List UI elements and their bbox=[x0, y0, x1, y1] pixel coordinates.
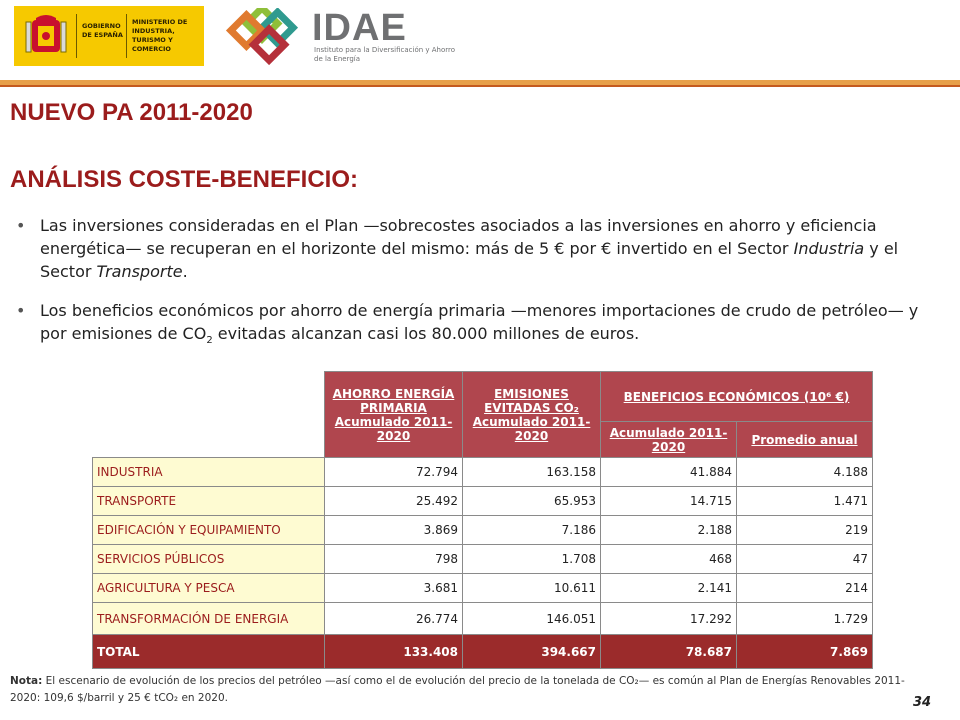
cell-ahorro: 3.681 bbox=[325, 574, 463, 603]
gobierno-espana-logo bbox=[14, 6, 204, 66]
row-label: TOTAL bbox=[93, 635, 325, 669]
bullet-text: Las inversiones consideradas en el Plan —sobrecostes asociados a las inversiones en ahorro y eficiencia energética— se recuperan en el horizonte del mismo: más de 5 € por € invertido en el Sector bbox=[40, 216, 877, 258]
bullet-text: Los beneficios económicos por ahorro de energía primaria —menores importaciones de crudo de petróleo— y por emisiones de CO bbox=[40, 301, 919, 343]
cell-promedio: 214 bbox=[737, 574, 873, 603]
cell-promedio: 7.869 bbox=[737, 635, 873, 669]
table-row bbox=[93, 545, 873, 574]
footnote bbox=[10, 673, 920, 707]
bullet-list bbox=[14, 214, 934, 352]
cell-promedio: 219 bbox=[737, 516, 873, 545]
row-label: SERVICIOS PÚBLICOS bbox=[93, 545, 325, 574]
page-number: 34 bbox=[913, 695, 932, 710]
cell-ahorro: 798 bbox=[325, 545, 463, 574]
cell-emisiones: 163.158 bbox=[463, 458, 601, 487]
logo-divider bbox=[126, 14, 127, 58]
cell-promedio: 47 bbox=[737, 545, 873, 574]
bullet-item bbox=[14, 299, 934, 352]
cell-promedio: 1.729 bbox=[737, 603, 873, 635]
cell-acumulado: 2.188 bbox=[601, 516, 737, 545]
row-label: TRANSPORTE bbox=[93, 487, 325, 516]
coat-of-arms-icon bbox=[22, 12, 70, 60]
header-band-accent bbox=[0, 85, 960, 87]
cell-acumulado: 78.687 bbox=[601, 635, 737, 669]
table-row bbox=[93, 603, 873, 635]
col-header-beneficios: BENEFICIOS ECONÓMICOS (10⁶ €) bbox=[601, 372, 873, 422]
table-row bbox=[93, 458, 873, 487]
bullet-text: evitadas alcanzan casi los 80.000 millones de euros. bbox=[212, 324, 640, 343]
col-header-promedio: Promedio anual bbox=[737, 422, 873, 458]
cell-acumulado: 2.141 bbox=[601, 574, 737, 603]
cell-emisiones: 146.051 bbox=[463, 603, 601, 635]
row-label: AGRICULTURA Y PESCA bbox=[93, 574, 325, 603]
cost-benefit-table bbox=[92, 371, 873, 669]
row-label: INDUSTRIA bbox=[93, 458, 325, 487]
header-text: EMISIONES EVITADAS CO₂ bbox=[484, 386, 579, 415]
idae-wordmark: IDAE bbox=[312, 7, 407, 49]
subscript: 2 bbox=[206, 335, 213, 347]
cell-ahorro: 26.774 bbox=[325, 603, 463, 635]
gobierno-text: GOBIERNO DE ESPAÑA bbox=[82, 22, 123, 39]
cell-promedio: 1.471 bbox=[737, 487, 873, 516]
cell-ahorro: 72.794 bbox=[325, 458, 463, 487]
section-title: ANÁLISIS COSTE-BENEFICIO: bbox=[10, 166, 359, 193]
col-header-ahorro bbox=[325, 372, 463, 458]
cell-emisiones: 7.186 bbox=[463, 516, 601, 545]
idae-logo-mark-icon bbox=[222, 8, 302, 70]
cell-emisiones: 10.611 bbox=[463, 574, 601, 603]
page-title: NUEVO PA 2011-2020 bbox=[10, 99, 253, 126]
footnote-text: El escenario de evolución de los precios del petróleo —así como el de evolución del precio de la tonelada de CO₂— es común al Plan de Energías Renovables 2011-2020: 109,6 $/barril y 25 € tCO₂ en 2020. bbox=[10, 675, 905, 704]
cell-emisiones: 394.667 bbox=[463, 635, 601, 669]
table-corner bbox=[93, 372, 325, 458]
logo-divider bbox=[76, 14, 77, 58]
bullet-text: y el Sector bbox=[40, 239, 899, 281]
cell-promedio: 4.188 bbox=[737, 458, 873, 487]
cell-acumulado: 41.884 bbox=[601, 458, 737, 487]
table-row bbox=[93, 574, 873, 603]
idae-subtitle: Instituto para la Diversificación y Ahorro de la Energía bbox=[314, 46, 456, 63]
table-row bbox=[93, 487, 873, 516]
cell-ahorro: 133.408 bbox=[325, 635, 463, 669]
cell-acumulado: 14.715 bbox=[601, 487, 737, 516]
bullet-text: . bbox=[182, 262, 188, 281]
bullet-emphasis: Transporte bbox=[96, 262, 183, 281]
cell-acumulado: 468 bbox=[601, 545, 737, 574]
table-row-total bbox=[93, 635, 873, 669]
bullet-icon: • bbox=[16, 301, 26, 320]
cell-ahorro: 25.492 bbox=[325, 487, 463, 516]
row-label: TRANSFORMACIÓN DE ENERGIA bbox=[93, 603, 325, 635]
cell-emisiones: 1.708 bbox=[463, 545, 601, 574]
bullet-icon: • bbox=[16, 216, 26, 235]
col-header-emisiones bbox=[463, 372, 601, 458]
header-subtext: Acumulado 2011-2020 bbox=[472, 414, 591, 443]
bullet-item bbox=[14, 214, 934, 283]
cell-ahorro: 3.869 bbox=[325, 516, 463, 545]
header-subtext: Acumulado 2011-2020 bbox=[334, 414, 453, 443]
cell-acumulado: 17.292 bbox=[601, 603, 737, 635]
row-label: EDIFICACIÓN Y EQUIPAMIENTO bbox=[93, 516, 325, 545]
ministerio-text: MINISTERIO DE INDUSTRIA, TURISMO Y COMERCIO bbox=[132, 18, 188, 53]
cell-emisiones: 65.953 bbox=[463, 487, 601, 516]
footnote-label: Nota: bbox=[10, 675, 43, 687]
header-text: AHORRO ENERGÍA PRIMARIA bbox=[332, 386, 455, 415]
col-header-acumulado: Acumulado 2011-2020 bbox=[601, 422, 737, 458]
table-row bbox=[93, 516, 873, 545]
bullet-emphasis: Industria bbox=[793, 239, 865, 258]
